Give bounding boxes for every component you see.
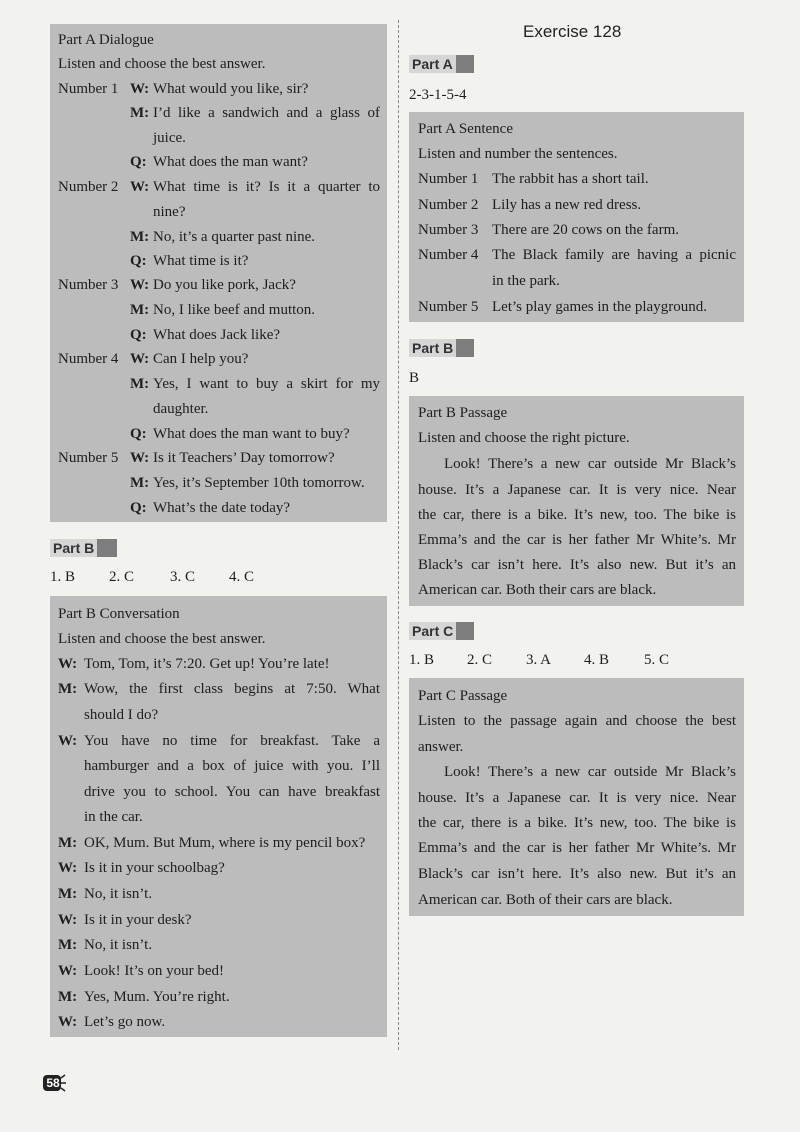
speaker-label: M: [58, 886, 78, 902]
dialogue-line: What does the man want to buy? [153, 426, 350, 442]
dialogue-line-continued: juice. [153, 130, 186, 146]
speaker-label: W: [58, 963, 78, 979]
speaker-label: M: [130, 475, 150, 491]
answer-item: 2. C [109, 569, 135, 585]
dialogue-line: What does Jack like? [153, 327, 281, 343]
part-a-dialogue-instruction: Listen and choose the best answer. [58, 56, 266, 72]
speaker-label: Q: [130, 253, 147, 269]
dialogue-line: Yes, I want to buy a skirt for my [153, 376, 380, 392]
conversation-line-continued: in the car. [84, 809, 143, 825]
part-a-answer: 2-3-1-5-4 [409, 87, 467, 103]
answer-item: 1. B [409, 652, 435, 668]
conversation-line-continued: drive you to school. You can have breakfast [84, 784, 380, 800]
part-b-tag [409, 339, 474, 357]
conversation-line: No, it isn’t. [84, 886, 153, 902]
dialogue-line: I’d like a sandwich and a glass of [153, 105, 380, 121]
conversation-line: OK, Mum. But Mum, where is my pencil box? [84, 835, 366, 851]
dialogue-line: No, it’s a quarter past nine. [153, 229, 316, 245]
dialogue-number-label: Number 1 [58, 81, 119, 97]
conversation-line: Let’s go now. [84, 1014, 166, 1030]
dialogue-line: Can I help you? [153, 351, 249, 367]
sentence-text: The rabbit has a short tail. [492, 171, 649, 187]
speaker-label: M: [130, 105, 150, 121]
passage-line: American car. Both of their cars are black. [418, 892, 673, 908]
speaker-label: M: [130, 302, 150, 318]
dialogue-number-label: Number 3 [58, 277, 119, 293]
passage-line: the car, there is a bike. It’s new, too. The bike is [418, 815, 736, 831]
speaker-label: W: [58, 912, 78, 928]
speaker-label: Q: [130, 154, 147, 170]
speaker-label: M: [58, 937, 78, 953]
speaker-label: M: [58, 681, 78, 697]
speaker-label: W: [130, 450, 150, 466]
answer-item: 4. B [584, 652, 610, 668]
answer-item: 1. B [50, 569, 76, 585]
speaker-label: W: [130, 81, 150, 97]
part-b-tag [50, 539, 117, 557]
dialogue-line: Yes, it’s September 10th tomorrow. [153, 475, 365, 491]
part-a-sentence-instruction: Listen and number the sentences. [418, 146, 618, 162]
passage-line: Black’s car isn’t here. It’s also new. But it’s an [418, 866, 736, 882]
dialogue-number-label: Number 4 [58, 351, 119, 367]
sentence-text: The Black family are having a picnic [492, 247, 736, 263]
conversation-line-continued: hamburger and a box of juice with you. I’ll [84, 758, 380, 774]
answer-item: 2. C [467, 652, 493, 668]
dialogue-line: Do you like pork, Jack? [153, 277, 296, 293]
part-c-passage-instruction-continued: answer. [418, 739, 464, 755]
part-c-passage-title: Part C Passage [418, 688, 508, 704]
speaker-label: M: [130, 229, 150, 245]
column-divider [398, 20, 399, 1050]
speaker-label: Q: [130, 500, 147, 516]
speaker-label: M: [58, 989, 78, 1005]
passage-line: Look! There’s a new car outside Mr Black’s [444, 764, 736, 780]
part-b-conversation-instruction: Listen and choose the best answer. [58, 631, 266, 647]
answer-item: 5. C [644, 652, 670, 668]
speaker-label: M: [130, 376, 150, 392]
conversation-line: Is it in your schoolbag? [84, 860, 225, 876]
conversation-line: Is it in your desk? [84, 912, 192, 928]
dialogue-line-continued: nine? [153, 204, 186, 220]
conversation-line: Wow, the first class begins at 7:50. What [84, 681, 380, 697]
part-c-tag [409, 622, 474, 640]
conversation-line-continued: should I do? [84, 707, 159, 723]
passage-line: Emma’s and the car is her father Mr White’s. Mr [418, 532, 736, 548]
passage-line: Emma’s and the car is her father Mr White’s. Mr [418, 840, 736, 856]
dialogue-line: What does the man want? [153, 154, 308, 170]
sentence-number-label: Number 4 [418, 247, 479, 263]
answer-item: 3. C [170, 569, 196, 585]
exercise-title: Exercise 128 [523, 22, 622, 41]
part-a-tag-label: Part A [409, 55, 456, 73]
speaker-label: W: [130, 277, 150, 293]
passage-line: Black’s car isn’t here. It’s also new. But it’s an [418, 557, 736, 573]
part-a-dialogue-title: Part A Dialogue [58, 32, 154, 48]
passage-line: Look! There’s a new car outside Mr Black’s [444, 456, 736, 472]
conversation-line: Tom, Tom, it’s 7:20. Get up! You’re late! [84, 656, 330, 672]
speaker-label: W: [130, 351, 150, 367]
sentence-number-label: Number 1 [418, 171, 479, 187]
dialogue-line: Is it Teachers’ Day tomorrow? [153, 450, 335, 466]
page-number: 58 [46, 1076, 60, 1090]
dialogue-number-label: Number 2 [58, 179, 119, 195]
part-c-passage-instruction: Listen to the passage again and choose the best [418, 713, 736, 729]
sentence-text: Let’s play games in the playground. [492, 299, 707, 315]
part-b-conversation-title: Part B Conversation [58, 606, 180, 622]
conversation-line: No, it isn’t. [84, 937, 153, 953]
conversation-line: You have no time for breakfast. Take a [84, 733, 380, 749]
speaker-label: W: [58, 1014, 78, 1030]
speaker-label: W: [58, 733, 78, 749]
page-number-badge [40, 1072, 66, 1094]
speaker-label: W: [58, 860, 78, 876]
speaker-label: W: [130, 179, 150, 195]
dialogue-line: What’s the date today? [153, 500, 291, 516]
sentence-number-label: Number 3 [418, 222, 479, 238]
dialogue-line: No, I like beef and mutton. [153, 302, 316, 318]
part-a-sentence-title: Part A Sentence [418, 121, 513, 137]
part-b-tag-label: Part B [50, 539, 97, 557]
sentence-text: There are 20 cows on the farm. [492, 222, 680, 238]
part-b-answer: B [409, 370, 420, 386]
dialogue-line: What time is it? Is it a quarter to [153, 179, 380, 195]
part-c-tag-label: Part C [409, 622, 456, 640]
answer-item: 3. A [526, 652, 552, 668]
dialogue-line: What would you like, sir? [153, 81, 309, 97]
part-a-tag [409, 55, 474, 73]
dialogue-number-label: Number 5 [58, 450, 119, 466]
passage-line: house. It’s a Japanese car. It is very nice. Near [418, 790, 736, 806]
dialogue-line-continued: daughter. [153, 401, 209, 417]
passage-line: the car, there is a bike. It’s new, too. The bike is [418, 507, 736, 523]
sentence-number-label: Number 2 [418, 197, 479, 213]
sentence-text: Lily has a new red dress. [492, 197, 642, 213]
passage-line: house. It’s a Japanese car. It is very nice. Near [418, 482, 736, 498]
speaker-label: M: [58, 835, 78, 851]
conversation-line: Look! It’s on your bed! [84, 963, 224, 979]
answer-item: 4. C [229, 569, 255, 585]
part-b-passage-instruction: Listen and choose the right picture. [418, 430, 630, 446]
passage-line: American car. Both their cars are black. [418, 582, 657, 598]
part-b-tag-label: Part B [409, 339, 456, 357]
speaker-label: W: [58, 656, 78, 672]
speaker-label: Q: [130, 426, 147, 442]
part-b-passage-title: Part B Passage [418, 405, 508, 421]
dialogue-line: What time is it? [153, 253, 249, 269]
sentence-number-label: Number 5 [418, 299, 479, 315]
speaker-label: Q: [130, 327, 147, 343]
conversation-line: Yes, Mum. You’re right. [84, 989, 230, 1005]
sentence-text-continued: in the park. [492, 273, 560, 289]
